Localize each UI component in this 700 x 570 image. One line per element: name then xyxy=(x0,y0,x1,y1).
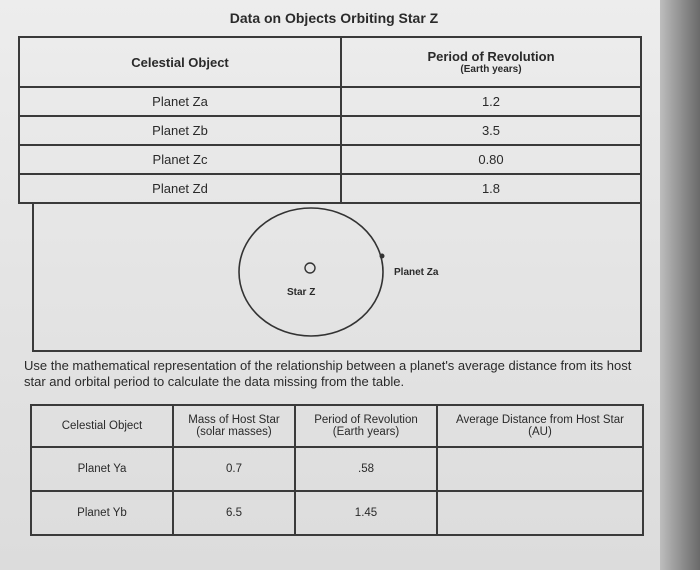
cell-distance-empty[interactable] xyxy=(437,447,643,491)
cell-period: 1.2 xyxy=(341,87,641,116)
orbit-path xyxy=(239,208,383,336)
header-distance xyxy=(437,405,643,447)
planet-za-label: Planet Za xyxy=(394,267,439,278)
table-row xyxy=(19,145,641,174)
cell-period: 3.5 xyxy=(341,116,641,145)
header-celestial-object: Celestial Object xyxy=(19,37,341,87)
cell-period: 1.8 xyxy=(341,174,641,203)
table-row xyxy=(31,491,643,535)
missing-data-table xyxy=(30,404,644,536)
cell-mass: 0.7 xyxy=(173,447,295,491)
cell-object: Planet Zb xyxy=(19,116,341,145)
cell-distance-empty[interactable] xyxy=(437,491,643,535)
header-period-label: Period of Revolution xyxy=(314,414,418,426)
cell-object: Planet Zd xyxy=(19,174,341,203)
cell-object: Planet Zc xyxy=(19,145,341,174)
planet-za-icon xyxy=(380,254,385,259)
page-title: Data on Objects Orbiting Star Z xyxy=(229,10,439,26)
instruction-text: Use the mathematical representation of the relationship between a planet's average distance from its host star and orbital period to calculate the data missing from the table. xyxy=(24,358,632,389)
star-z-icon xyxy=(305,263,315,273)
table-row xyxy=(19,87,641,116)
header-distance-label: Average Distance from Host Star xyxy=(456,414,624,426)
cell-object: Planet Yb xyxy=(31,491,173,535)
star-z-label: Star Z xyxy=(287,287,316,298)
cell-mass: 6.5 xyxy=(173,491,295,535)
table-header-row xyxy=(19,37,641,87)
header-period xyxy=(341,37,641,87)
cell-object: Planet Ya xyxy=(31,447,173,491)
header-mass-label: Mass of Host Star xyxy=(188,414,280,426)
cell-object: Planet Za xyxy=(19,87,341,116)
cell-period: .58 xyxy=(295,447,437,491)
header-period xyxy=(295,405,437,447)
orbit-diagram-box xyxy=(32,202,642,352)
header-period-unit: (Earth years) xyxy=(332,426,400,438)
orbit-data-table xyxy=(18,36,642,204)
table-row xyxy=(31,447,643,491)
header-distance-unit: (AU) xyxy=(528,426,552,438)
table-row xyxy=(19,116,641,145)
header-mass-unit: (solar masses) xyxy=(196,426,272,438)
page-edge-shadow xyxy=(660,0,700,570)
header-period-unit: (Earth years) xyxy=(460,64,522,75)
header-celestial-object: Celestial Object xyxy=(31,405,173,447)
cell-period: 0.80 xyxy=(341,145,641,174)
cell-period: 1.45 xyxy=(295,491,437,535)
orbit-diagram xyxy=(34,202,640,350)
table-row xyxy=(19,174,641,203)
table-header-row xyxy=(31,405,643,447)
header-period-label: Period of Revolution xyxy=(427,49,555,64)
header-mass xyxy=(173,405,295,447)
